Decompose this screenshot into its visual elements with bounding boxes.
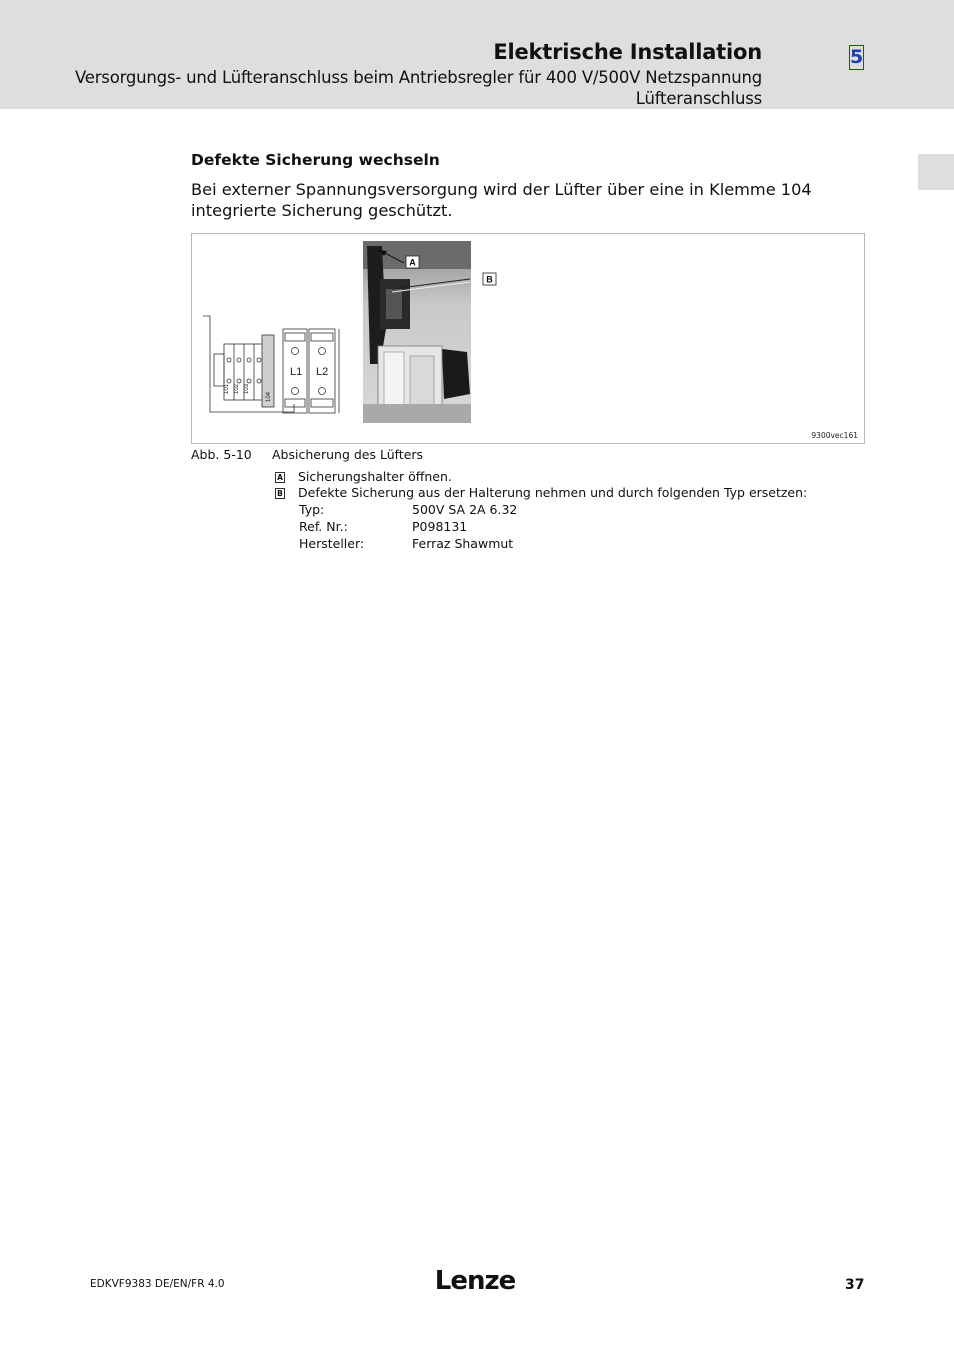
spec-value-manufacturer: Ferraz Shawmut	[412, 536, 514, 551]
chapter-number-box[interactable]: 5	[850, 46, 864, 68]
legend-marker-b: B	[275, 488, 285, 499]
phase-label-l1: L1	[290, 366, 303, 378]
legend-item-b	[275, 485, 807, 500]
figure-drawing	[192, 234, 864, 443]
terminal-label-101: 101	[224, 383, 230, 394]
spec-label-ref: Ref. Nr.:	[299, 519, 348, 534]
chapter-title: Elektrische Installation	[493, 40, 762, 64]
photo-marker-a: A	[409, 257, 416, 268]
spec-value-ref: P098131	[412, 519, 468, 534]
figure-code: 9300vec161	[811, 431, 858, 440]
subsection-subtitle: Lüfteranschluss	[635, 89, 762, 108]
spec-label-manufacturer: Hersteller:	[299, 536, 365, 551]
footer-document-code: EDKVF9383 DE/EN/FR 4.0	[90, 1278, 225, 1290]
legend-marker-a: A	[275, 472, 285, 483]
legend-text-b: Defekte Sicherung aus der Halterung nehmen und durch folgenden Typ ersetzen:	[298, 485, 808, 500]
figure-frame	[191, 233, 865, 444]
photo-marker-b: B	[486, 274, 493, 285]
terminal-label-104: 104	[266, 391, 272, 402]
section-subtitle: Versorgungs- und Lüfteranschluss beim Antriebsregler für 400 V/500V Netzspannung	[74, 68, 762, 87]
section-heading: Defekte Sicherung wechseln	[191, 151, 440, 169]
spec-value-type: 500V SA 2A 6.32	[412, 502, 518, 517]
terminal-label-102: 102	[234, 383, 240, 394]
terminal-label-103: 103	[244, 383, 250, 394]
spec-label-type: Typ:	[299, 502, 325, 517]
chapter-tab-marker	[918, 154, 954, 190]
lenze-logo-text: Lenze	[434, 1266, 516, 1296]
intro-paragraph: Bei externer Spannungsversorgung wird der Lüfter über eine in Klemme 104 integrierte Sicherung geschützt.	[191, 180, 812, 220]
legend-text-a: Sicherungshalter öffnen.	[298, 469, 452, 484]
figure-caption-text: Absicherung des Lüfters	[272, 447, 424, 462]
legend-item-a	[275, 469, 452, 484]
page-number: 37	[845, 1277, 865, 1293]
figure-caption-number: Abb. 5-10	[191, 447, 252, 462]
page-header	[0, 0, 954, 109]
phase-label-l2: L2	[316, 366, 329, 378]
lenze-logo	[433, 1262, 517, 1296]
